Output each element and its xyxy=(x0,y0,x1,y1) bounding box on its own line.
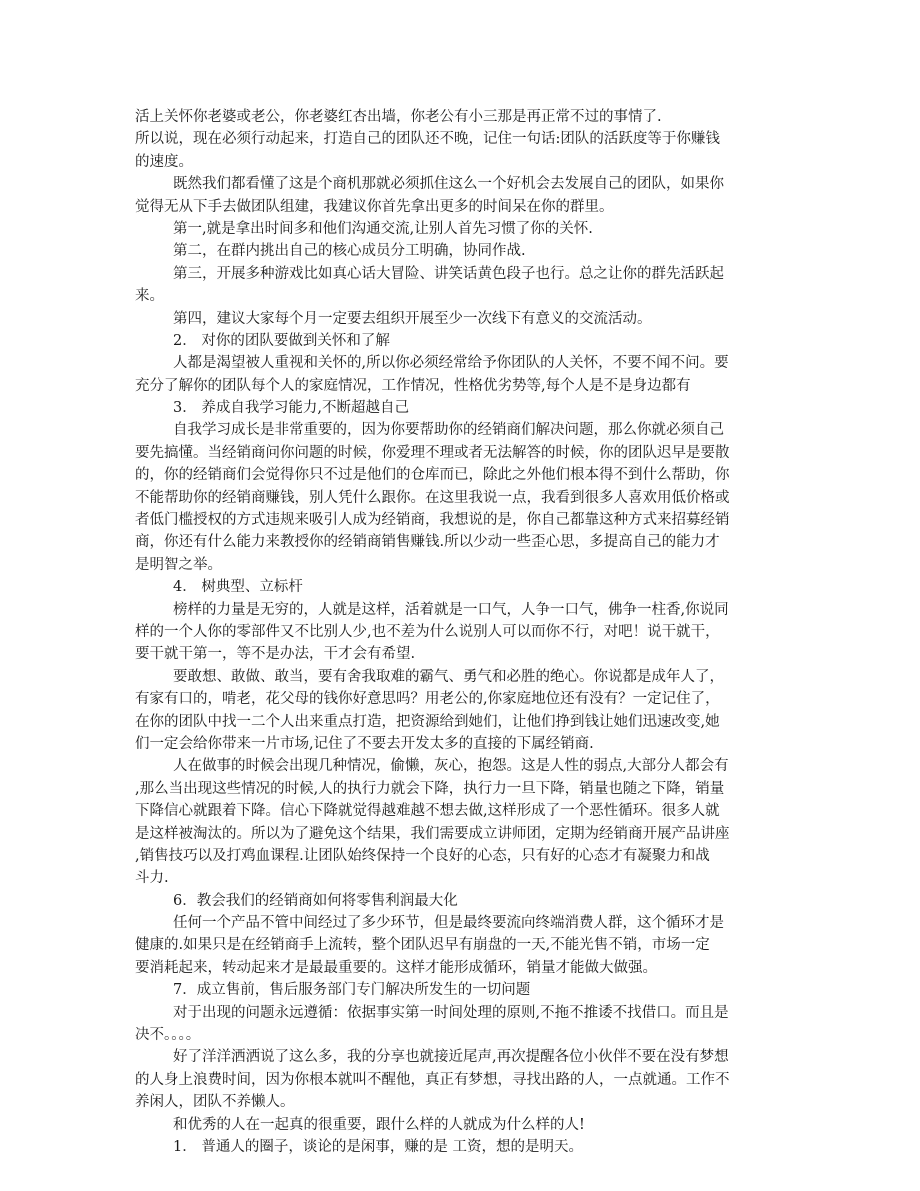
text-line: 人都是渴望被人重视和关怀的,所以你必须经常给予你团队的人关怀，不要不闻不问。要 xyxy=(173,355,729,372)
text-line: 健康的.如果只是在经销商手上流转，整个团队迟早有崩盘的一天,不能光售不销，市场一定 xyxy=(135,937,710,954)
text-line: 决不。。。。 xyxy=(135,1027,201,1044)
text-line: 对于出现的问题永远遵循：依据事实第一时间处理的原则,不拖不推诿不找借口。而且是 xyxy=(173,1004,729,1021)
text-line: 斗力. xyxy=(135,870,169,887)
section-heading: 7．成立售前，售后服务部门专门解决所发生的一切问题 xyxy=(173,982,531,999)
text-line: ,那么当出现这些情况的时候,人的执行力就会下降，执行力一旦下降，销量也随之下降，销量 xyxy=(135,780,725,797)
text-line: 要先搞懂。当经销商问你问题的时候，你爱理不理或者无法解答的时候，你的团队迟早是要散 xyxy=(135,444,730,461)
text-line: ,销售技巧以及打鸡血课程.让团队始终保持一个良好的心态，只有好的心态才有凝聚力和战 xyxy=(135,847,710,864)
section-heading: 4． 树典型、立标杆 xyxy=(173,579,303,596)
section-heading: 1． 普通人的圈子，谈论的是闲事，赚的是 工资，想的是明天。 xyxy=(173,1138,583,1155)
text-line: 活上关怀你老婆或老公，你老婆红杏出墙，你老公有小三那是再正常不过的事情了. xyxy=(135,109,662,125)
text-line: 第四，建议大家每个月一定要去组织开展至少一次线下有意义的交流活动。 xyxy=(173,310,652,327)
text-line: 者低门槛授权的方式违规来吸引人成为经销商，我想说的是，你自己都靠这种方式来招募经销 xyxy=(135,512,730,529)
text-line: 要消耗起来，转动起来才是最最重要的。这样才能形成循环，销量才能做大做强。 xyxy=(135,959,657,976)
text-line: 样的一个人你的零部件又不比别人少,也不差为什么说别人可以而你不行，对吧！说干就干， xyxy=(135,623,720,640)
text-line: 养闲人，团队不养懒人。 xyxy=(135,1094,295,1111)
text-line: 充分了解你的团队每个人的家庭情况，工作情况，性格优劣势等,每个人是不是身边都有 xyxy=(135,377,691,394)
text-line: 和优秀的人在一起真的很重要，跟什么样的人就成为什么样的人! xyxy=(173,1116,585,1133)
text-line: 是这样被淘汰的。所以为了避免这个结果，我们需要成立讲师团，定期为经销商开展产品讲座 xyxy=(135,825,730,842)
text-line: 好了洋洋洒洒说了这么多，我的分享也就接近尾声,再次提醒各位小伙伴不要在没有梦想 xyxy=(173,1049,729,1066)
text-line: 第二，在群内挑出自己的核心成员分工明确，协同作战. xyxy=(173,243,526,260)
text-line: 不能帮助你的经销商赚钱，别人凭什么跟你。在这里我说一点，我看到很多人喜欢用低价格或 xyxy=(135,489,730,506)
text-line: 第一,就是拿出时间多和他们沟通交流,让别人首先习惯了你的关怀. xyxy=(173,220,593,237)
text-line: 所以说，现在必须行动起来，打造自己的团队还不晚，记住一句话:团队的活跃度等于你赚钱 xyxy=(135,131,720,148)
text-line: 在你的团队中找一二个人出来重点打造，把资源给到她们，让他们挣到钱让她们迅速改变,她 xyxy=(135,713,720,730)
text-line: 自我学习成长是非常重要的，因为你要帮助你的经销商们解决问题，那么你就必须自己 xyxy=(173,422,724,439)
section-heading: 6．教会我们的经销商如何将零售利润最大化 xyxy=(173,892,458,909)
text-line: 人在做事的时候会出现几种情况，偷懒，灰心，抱怨。这是人性的弱点,大部分人都会有 xyxy=(173,758,729,775)
text-line: 要敢想、敢做、敢当，要有舍我取难的霸气、勇气和必胜的绝心。你说都是成年人了， xyxy=(173,668,724,685)
text-line: 们一定会给你带来一片市场,记住了不要去开发太多的直接的下属经销商. xyxy=(135,735,594,752)
text-line: 有家有口的，啃老，花父母的钱你好意思吗？用老公的,你家庭地位还有没有？一定记住了， xyxy=(135,691,720,708)
text-line: 是明智之举。 xyxy=(135,556,222,573)
section-heading: 3． 养成自我学习能力,不断超越自己 xyxy=(173,400,409,417)
text-line: 第三，开展多种游戏比如真心话大冒险、讲笑话黄色段子也行。总之让你的群先活跃起 xyxy=(173,265,724,282)
text-line: 榜样的力量是无穷的，人就是这样，活着就是一口气，人争一口气，佛争一柱香,你说同 xyxy=(173,601,729,618)
text-line: 任何一个产品不管中间经过了多少环节，但是最终要流向终端消费人群，这个循环才是 xyxy=(173,915,724,932)
document-body xyxy=(135,106,785,1158)
text-line: 的，你的经销商们会觉得你只不过是他们的仓库而已，除此之外他们根本得不到什么帮助，你 xyxy=(135,467,730,484)
text-line: 的速度。 xyxy=(135,153,193,170)
text-line: 来。 xyxy=(135,288,164,305)
section-heading: 2． 对你的团队要做到关怀和了解 xyxy=(173,332,390,349)
text-line: 下降信心就跟着下降。信心下降就觉得越难越不想去做,这样形成了一个恶性循环。很多人就 xyxy=(135,803,720,820)
text-line: 的人身上浪费时间，因为你根本就叫不醒他，真正有梦想，寻找出路的人，一点就通。工作不 xyxy=(135,1071,730,1088)
text-line: 既然我们都看懂了这是个商机那就必须抓住这么一个好机会去发展自己的团队，如果你 xyxy=(173,176,724,193)
text-line: 商，你还有什么能力来教授你的经销商销售赚钱.所以少动一些歪心思，多提高自己的能力才 xyxy=(135,534,720,551)
text-line: 觉得无从下手去做团队组建，我建议你首先拿出更多的时间呆在你的群里。 xyxy=(135,198,614,215)
text-line: 要干就干第一，等不是办法，干才会有希望. xyxy=(135,646,416,663)
